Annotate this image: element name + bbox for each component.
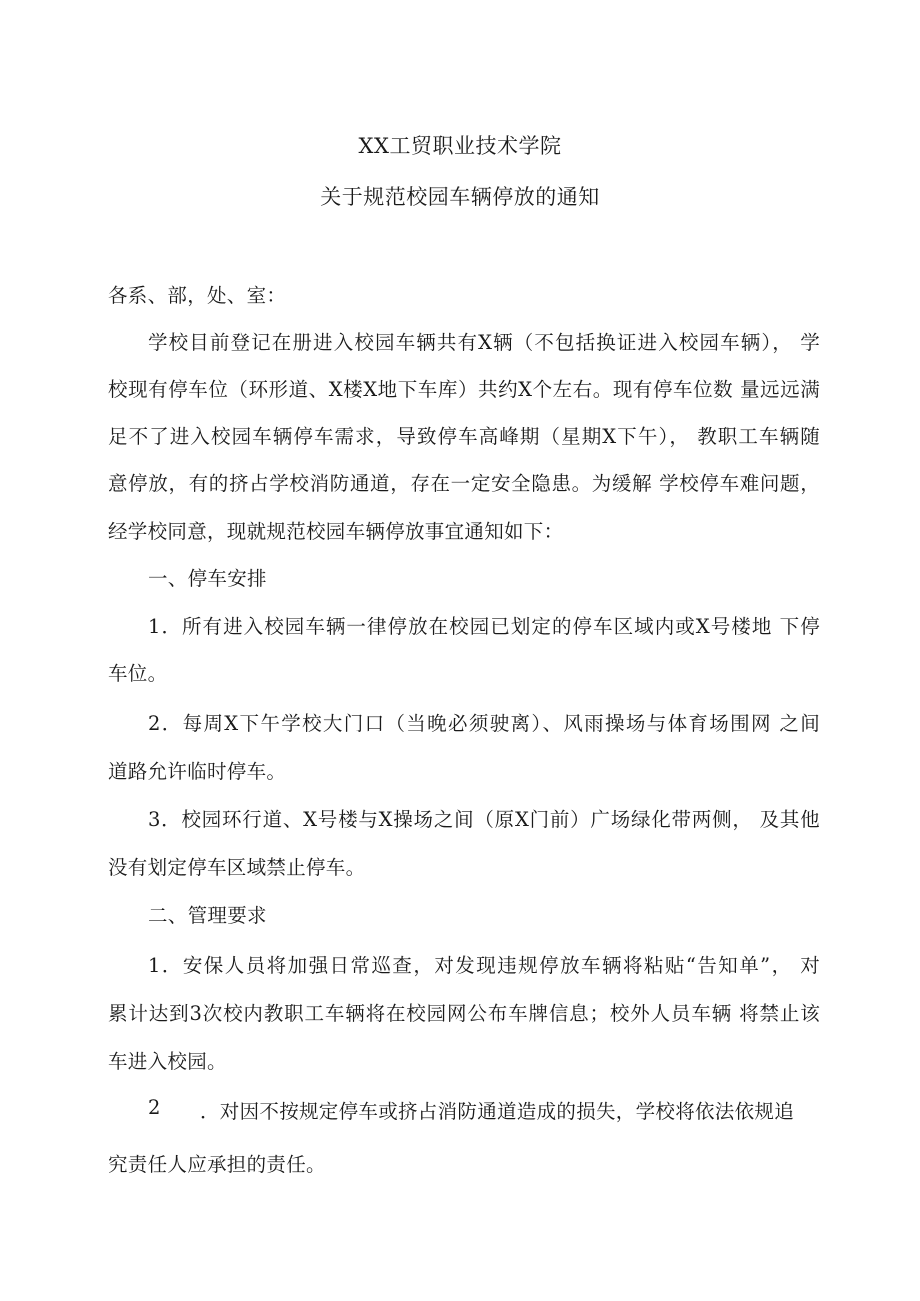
intro-line-1: 学校目前登记在册进入校园车辆共有X辆（不包括换证进入校园车辆）， 学 xyxy=(148,331,820,354)
salutation: 各系、部，处、室： xyxy=(108,284,287,307)
intro-line-2: 校现有停车位（环形道、X楼X地下车库）共约X个左右。现有停车位数 量远远满 xyxy=(108,378,820,401)
section-heading-parking: 一、停车安排 xyxy=(148,567,267,590)
intro-line-5: 经学校同意，现就规范校园车辆停放事宜通知如下： xyxy=(108,520,564,543)
parking-item-3-line-2: 没有划定停车区域禁止停车。 xyxy=(108,856,366,879)
parking-item-1-line-1: 1．所有进入校园车辆一律停放在校园已划定的停车区域内或X号楼地 下停 xyxy=(148,615,820,638)
management-item-2-number: 2 xyxy=(148,1096,161,1119)
management-item-2-line-1: ．对因不按规定停车或挤占消防通道造成的损失，学校将依法依规追 xyxy=(200,1100,795,1123)
management-item-1-line-1: 1．安保人员将加强日常巡查，对发现违规停放车辆将粘贴“告知单”， 对 xyxy=(148,954,820,977)
section-heading-management: 二、管理要求 xyxy=(148,904,267,927)
management-item-1-line-2: 累计达到3次校内教职工车辆将在校园网公布车牌信息；校外人员车辆 将禁止该 xyxy=(108,1002,820,1025)
parking-item-2-line-2: 道路允许临时停车。 xyxy=(108,760,287,783)
management-item-1-line-3: 车进入校园。 xyxy=(108,1050,227,1073)
intro-line-3: 足不了进入校园车辆停车需求，导致停车高峰期（星期X下午）， 教职工车辆随 xyxy=(108,425,820,448)
parking-item-1-line-2: 车位。 xyxy=(108,662,168,685)
parking-item-2-line-1: 2．每周X下午学校大门口（当晚必须驶离）、风雨操场与体育场围网 之间 xyxy=(148,712,820,735)
parking-item-3-line-1: 3．校园环行道、X号楼与X操场之间（原X门前）广场绿化带两侧， 及其他 xyxy=(148,808,820,831)
notice-title: 关于规范校园车辆停放的通知 xyxy=(320,185,600,209)
school-name-title: XX工贸职业技术学院 xyxy=(358,134,562,158)
management-item-2-line-2: 究责任人应承担的责任。 xyxy=(108,1153,326,1176)
intro-line-4: 意停放，有的挤占学校消防通道，存在一定安全隐患。为缓解 学校停车难问题， xyxy=(108,472,820,495)
